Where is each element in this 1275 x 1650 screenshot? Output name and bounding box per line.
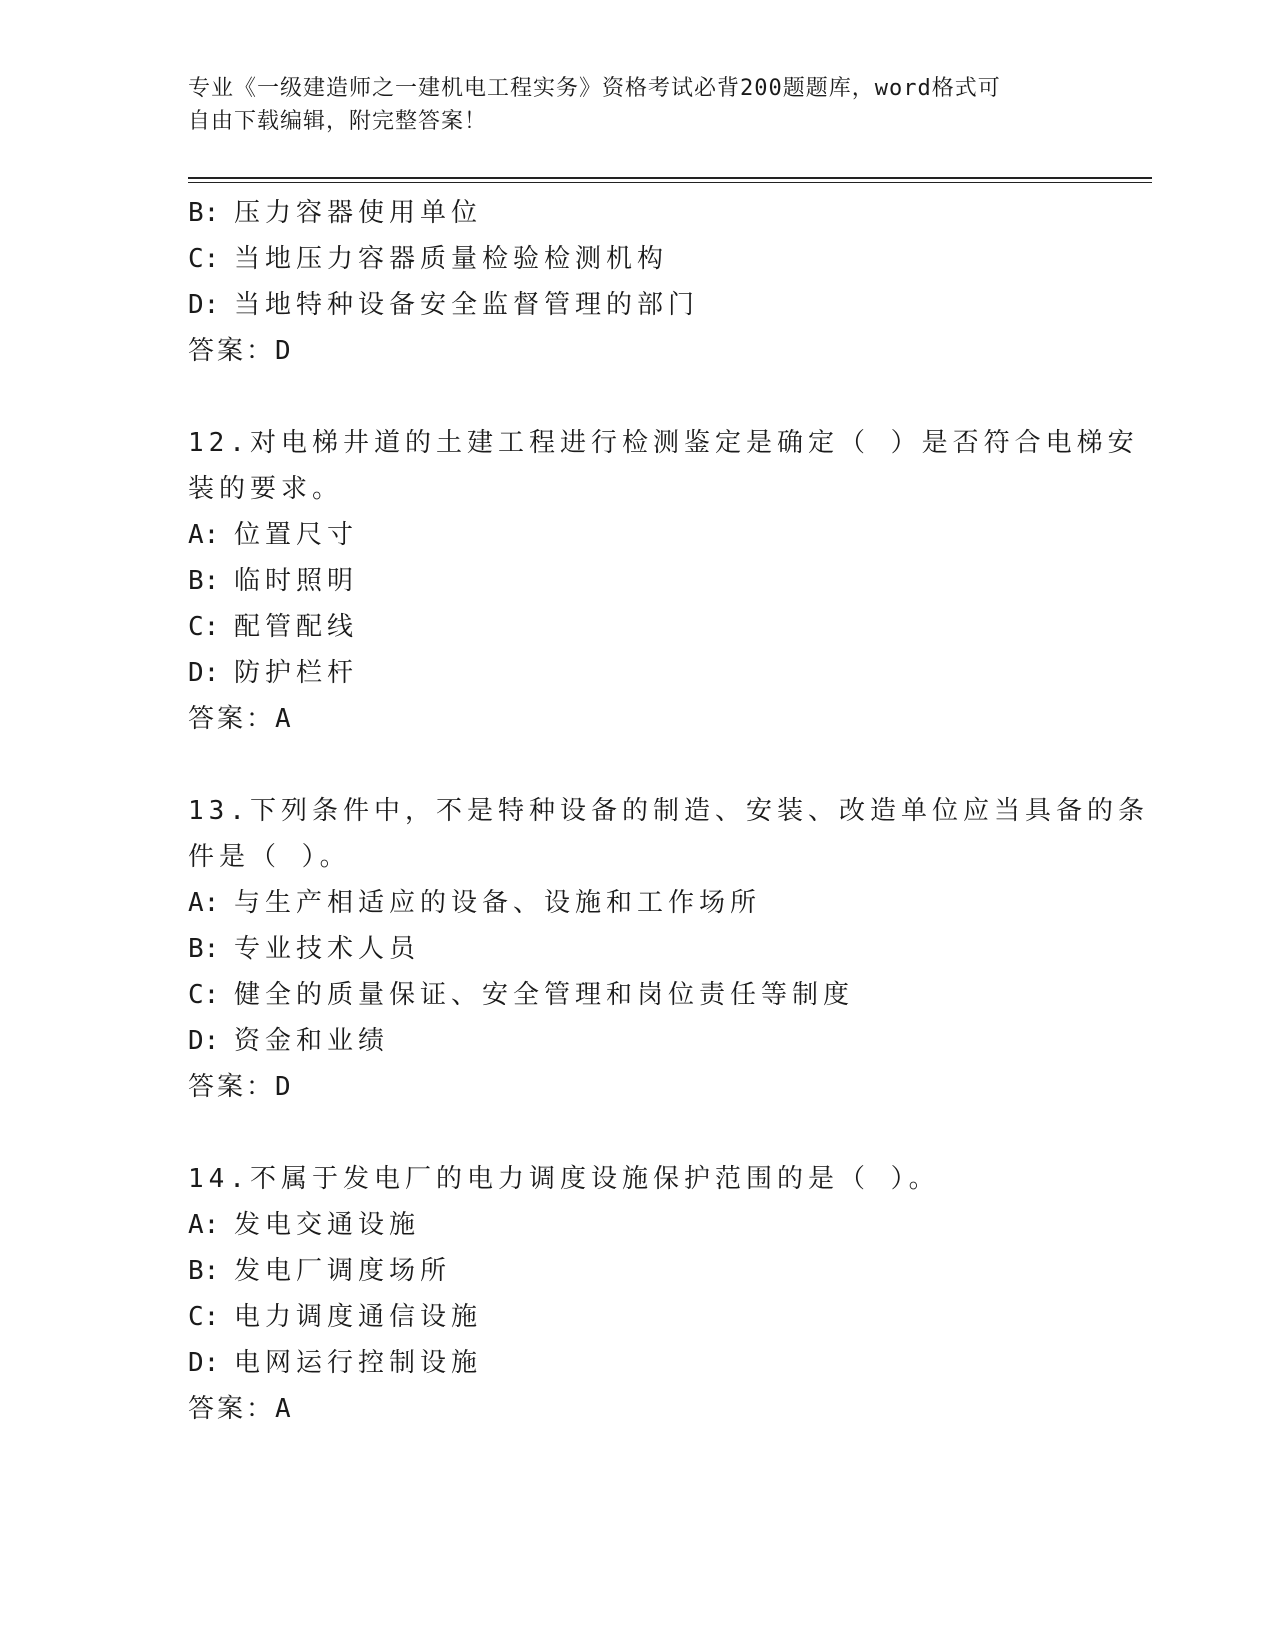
option-label: D: (188, 1348, 220, 1378)
option-label: C: (188, 244, 220, 274)
question-13 (188, 788, 1149, 1110)
option-label: A: (188, 520, 220, 550)
option-b (188, 926, 1088, 972)
answer: 答案：A (188, 704, 294, 734)
option-text: 发电厂调度场所 (234, 1256, 452, 1286)
question-14 (188, 1156, 1088, 1432)
option-text: 压力容器使用单位 (234, 198, 483, 228)
option-label: D: (188, 290, 220, 320)
option-label: B: (188, 566, 220, 596)
header-rule-thin (188, 182, 1152, 183)
option-label: C: (188, 980, 220, 1010)
option-c (188, 972, 1088, 1018)
question-stem: 装的要求。 (188, 474, 344, 504)
option-label: D: (188, 658, 220, 688)
spacer (188, 742, 1088, 788)
option-a (188, 1202, 1088, 1248)
answer: 答案：D (188, 1072, 294, 1102)
option-text: 配管配线 (234, 612, 359, 642)
header-line-1: 专业《一级建造师之一建机电工程实务》资格考试必背200题题库，word格式可 (188, 76, 1001, 101)
option-a (188, 880, 1088, 926)
option-text: 与生产相适应的设备、设施和工作场所 (234, 888, 762, 918)
option-c (188, 236, 1088, 282)
spacer (188, 1110, 1088, 1156)
header-line-2: 自由下载编辑，附完整答案！ (188, 109, 488, 134)
option-text: 专业技术人员 (234, 934, 421, 964)
option-a (188, 512, 1088, 558)
option-b (188, 558, 1088, 604)
option-label: B: (188, 198, 220, 228)
option-text: 防护栏杆 (234, 658, 359, 688)
option-label: B: (188, 934, 220, 964)
option-label: C: (188, 612, 220, 642)
option-b (188, 1248, 1088, 1294)
option-text: 当地特种设备安全监督管理的部门 (234, 290, 700, 320)
option-d (188, 282, 1088, 328)
option-label: C: (188, 1302, 220, 1332)
option-label: A: (188, 1210, 220, 1240)
spacer (188, 374, 1088, 420)
option-text: 当地压力容器质量检验检测机构 (234, 244, 669, 274)
option-d (188, 1018, 1088, 1064)
option-d (188, 1340, 1088, 1386)
option-c (188, 604, 1088, 650)
question-12 (188, 420, 1139, 742)
question-stem: 件是（ ）。 (188, 842, 351, 872)
option-text: 电力调度通信设施 (234, 1302, 483, 1332)
question-stem: 12.对电梯井道的土建工程进行检测鉴定是确定（ ）是否符合电梯安 (188, 428, 1139, 458)
option-text: 位置尺寸 (234, 520, 359, 550)
option-c (188, 1294, 1088, 1340)
option-label: B: (188, 1256, 220, 1286)
answer: 答案：D (188, 336, 294, 366)
question-stem: 14.不属于发电厂的电力调度设施保护范围的是（ ）。 (188, 1164, 940, 1194)
option-text: 临时照明 (234, 566, 359, 596)
document-header (188, 72, 1068, 138)
question-content (188, 190, 1149, 1432)
question-11-tail (188, 190, 1088, 374)
header-rule-thick (188, 177, 1152, 179)
question-stem: 13.下列条件中，不是特种设备的制造、安装、改造单位应当具备的条 (188, 796, 1149, 826)
option-b (188, 190, 1088, 236)
answer: 答案：A (188, 1394, 294, 1424)
option-text: 发电交通设施 (234, 1210, 421, 1240)
option-text: 健全的质量保证、安全管理和岗位责任等制度 (234, 980, 855, 1010)
option-d (188, 650, 1088, 696)
option-text: 资金和业绩 (234, 1026, 390, 1056)
option-label: D: (188, 1026, 220, 1056)
option-label: A: (188, 888, 220, 918)
option-text: 电网运行控制设施 (234, 1348, 483, 1378)
